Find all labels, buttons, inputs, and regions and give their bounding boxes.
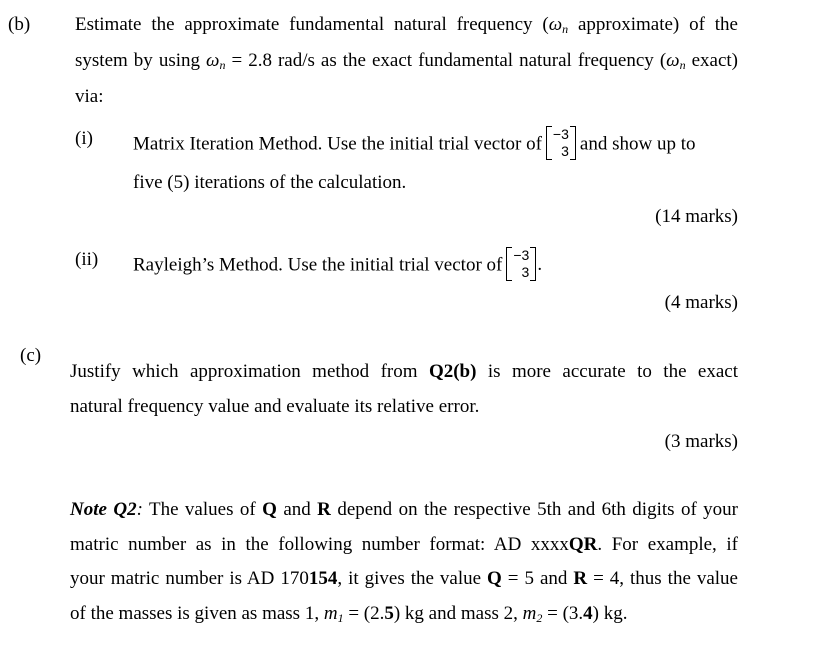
part-b-line-3: via: [75,86,104,107]
part-b-i-marks: (14 marks) [655,206,738,227]
trial-vector-matrix: −3 3 [506,247,536,281]
part-b-ii-line-1: Rayleigh’s Method. Use the initial trial vector of −3 3 . [133,247,543,280]
part-b-i-line-1: Matrix Iteration Method. Use the initial trial vector of −3 3 and show up to [133,126,696,159]
part-b-line-1: Estimate the approximate fundamental natural frequency (ωn approximate) of the [75,14,738,36]
part-b-line-2: system by using ωn = 2.8 rad/s as the exact fundamental natural frequency (ωn exact) [75,50,739,72]
note-line-2: matric number as in the following number format: AD xxxxQR. For example, if [70,534,738,555]
part-b-i-line-2: five (5) iterations of the calculation. [133,172,407,193]
part-c-line-1: Justify which approximation method from Q2(b) is more accurate to the exact [70,361,738,382]
note-line-1: Note Q2: The values of Q and R depend on the respective 5th and 6th digits of your [70,499,739,520]
part-c-marks: (3 marks) [664,431,738,452]
part-b-ii-label: (ii) [75,249,99,270]
note-line-3: your matric number is AD 170154, it gives the value Q = 5 and R = 4, thus the value [70,568,738,589]
part-c-label: (c) [20,345,42,366]
part-b-i-label: (i) [75,128,93,149]
note-line-4: of the masses is given as mass 1, m1 = (2.5) kg and mass 2, m2 = (3.4) kg. [70,603,628,625]
part-c-line-2: natural frequency value and evaluate its relative error. [70,396,480,417]
trial-vector-matrix: −3 3 [546,126,576,160]
part-b-ii-marks: (4 marks) [664,292,738,313]
part-b-label: (b) [8,14,31,35]
